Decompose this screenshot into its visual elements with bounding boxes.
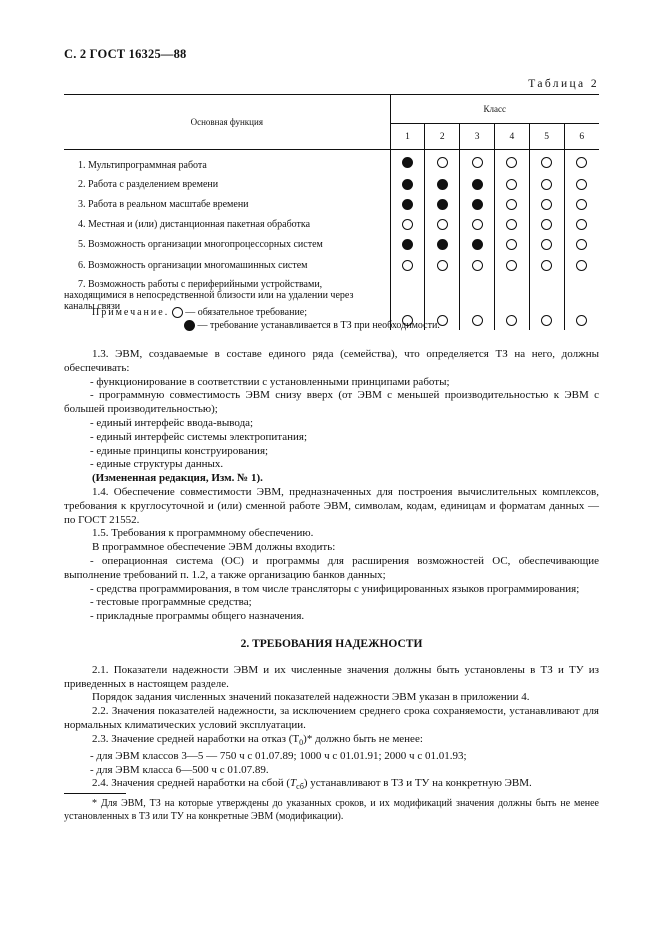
function-label: 2. Работа с разделением времени	[78, 178, 219, 190]
empty-circle-icon	[541, 239, 552, 250]
empty-circle-icon	[541, 219, 552, 230]
table-row	[64, 150, 599, 175]
class-mark-cell	[494, 194, 529, 214]
function-label: 3. Работа в реальном масштабе времени	[78, 198, 249, 210]
class-number-header: 6	[564, 124, 599, 150]
table-row	[64, 174, 599, 194]
list-item: - прикладные программы общего назначения.	[90, 610, 305, 623]
class-mark-cell	[460, 275, 495, 330]
class-number-header: 3	[460, 124, 495, 150]
class-mark-cell	[529, 174, 564, 194]
empty-circle-icon	[541, 315, 552, 326]
table-note	[92, 307, 307, 318]
empty-circle-icon	[576, 199, 587, 210]
class-mark-cell	[564, 235, 599, 255]
empty-circle-icon	[506, 199, 517, 210]
list-item: - для ЭВМ класса 6—500 ч с 01.07.89.	[90, 763, 269, 776]
filled-circle-icon	[402, 157, 413, 168]
list-item: - программную совместимость ЭВМ снизу вверх (от ЭВМ с меньшей производительностью к ЭВМ с большей производительностью);	[64, 389, 599, 416]
empty-circle-icon	[402, 260, 413, 271]
empty-circle-icon	[506, 260, 517, 271]
empty-circle-icon	[402, 219, 413, 230]
filled-circle-icon	[437, 179, 448, 190]
class-mark-cell	[564, 150, 599, 175]
empty-circle-icon	[576, 157, 587, 168]
class-mark-cell	[529, 255, 564, 275]
list-item: - единые структуры данных.	[90, 458, 224, 471]
class-number-header: 2	[425, 124, 460, 150]
class-mark-cell	[529, 235, 564, 255]
class-mark-cell	[460, 194, 495, 214]
class-mark-cell	[494, 235, 529, 255]
body-text	[64, 348, 599, 794]
table-row	[64, 215, 599, 235]
section-title: 2. ТРЕБОВАНИЯ НАДЕЖНОСТИ	[240, 637, 423, 650]
class-mark-cell	[425, 215, 460, 235]
empty-circle-icon	[506, 315, 517, 326]
page-header: С. 2 ГОСТ 16325—88	[64, 47, 187, 61]
class-mark-cell	[460, 215, 495, 235]
empty-circle-icon	[506, 157, 517, 168]
class-mark-cell	[425, 150, 460, 175]
para-2-1: 2.1. Показатели надежности ЭВМ и их численные значения должны быть установлены в ТЗ и ТУ из приведенных в настоящем разделе.	[64, 663, 599, 690]
class-mark-cell	[494, 174, 529, 194]
class-mark-cell	[425, 255, 460, 275]
class-number-header: 1	[390, 124, 425, 150]
list-item: - единый интерфейс системы электропитания;	[90, 430, 308, 443]
class-mark-cell	[425, 174, 460, 194]
filled-circle-icon	[402, 199, 413, 210]
table-row	[64, 194, 599, 214]
table-row	[64, 255, 599, 275]
footnote-divider	[64, 793, 126, 794]
class-mark-cell	[494, 255, 529, 275]
empty-circle-icon	[541, 179, 552, 190]
filled-circle-icon	[184, 320, 195, 331]
empty-circle-icon	[472, 219, 483, 230]
class-mark-cell	[390, 235, 425, 255]
empty-circle-icon	[576, 219, 587, 230]
class-mark-cell	[460, 174, 495, 194]
para-2-1-order: Порядок задания численных значений показателей надежности ЭВМ указан в приложении 4.	[92, 691, 530, 704]
class-mark-cell	[460, 235, 495, 255]
class-mark-cell	[494, 275, 529, 330]
empty-circle-icon	[506, 179, 517, 190]
note-empty-text: — обязательное требование;	[185, 307, 308, 318]
empty-circle-icon	[437, 219, 448, 230]
para-1-5: 1.5. Требования к программному обеспечению.	[92, 527, 314, 540]
empty-circle-icon	[472, 157, 483, 168]
class-mark-cell	[529, 194, 564, 214]
filled-circle-icon	[437, 199, 448, 210]
filled-circle-icon	[472, 179, 483, 190]
empty-circle-icon	[506, 239, 517, 250]
list-item: - средства программирования, в том числе трансляторы с унифицированных языков программирования;	[90, 582, 580, 595]
list-item: - для ЭВМ классов 3—5 — 750 ч с 01.07.89; 1000 ч с 01.01.91; 2000 ч с 01.01.93;	[90, 749, 467, 762]
empty-circle-icon	[437, 157, 448, 168]
class-mark-cell	[494, 215, 529, 235]
filled-circle-icon	[402, 179, 413, 190]
empty-circle-icon	[437, 260, 448, 271]
table-row	[64, 235, 599, 255]
function-label: 4. Местная и (или) дистанционная пакетная обработка	[78, 219, 311, 231]
function-label: 5. Возможность организации многопроцессорных систем	[78, 239, 323, 251]
empty-circle-icon	[541, 199, 552, 210]
class-mark-cell	[564, 174, 599, 194]
empty-circle-icon	[472, 315, 483, 326]
class-mark-cell	[460, 255, 495, 275]
class-number-header: 4	[494, 124, 529, 150]
list-item: - единый интерфейс ввода-вывода;	[90, 416, 254, 429]
class-mark-cell	[529, 215, 564, 235]
para-1-5-intro: В программное обеспечение ЭВМ должны входить:	[92, 541, 336, 554]
list-item: - единые принципы конструирования;	[90, 444, 269, 457]
class-mark-cell	[390, 215, 425, 235]
para-2-4: 2.4. Значения средней наработки на сбой $(T_{сб})$ устанавливают в ТЗ и ТУ на конкретную ЭВМ.	[92, 777, 532, 792]
function-label: 6. Возможность организации многомашинных систем	[78, 259, 308, 271]
class-mark-cell	[564, 194, 599, 214]
empty-circle-icon	[172, 307, 183, 318]
class-mark-cell	[390, 255, 425, 275]
class-mark-cell	[390, 174, 425, 194]
empty-circle-icon	[576, 315, 587, 326]
para-2-2: 2.2. Значения показателей надежности, за исключением среднего срока сохраняемости, устанавливают для нормальных климатических условий эксплуатации.	[64, 705, 599, 731]
table-note-second	[184, 320, 440, 331]
note-label: Примечание.	[92, 307, 170, 318]
class-mark-cell	[529, 150, 564, 175]
class-mark-cell	[460, 150, 495, 175]
class-mark-cell	[494, 150, 529, 175]
functions-table	[64, 94, 599, 330]
amendment-note: (Измененная редакция, Изм. № 1).	[92, 472, 263, 485]
filled-circle-icon	[437, 239, 448, 250]
class-mark-cell	[390, 150, 425, 175]
empty-circle-icon	[576, 260, 587, 271]
filled-circle-icon	[402, 239, 413, 250]
class-mark-cell	[425, 235, 460, 255]
class-mark-cell	[529, 275, 564, 330]
class-number-header: 5	[529, 124, 564, 150]
list-item: - операционная система (ОС) и программы для расширения возможностей ОС, обеспечивающие выполнение требований п. 1.2, а также организацию банков данных;	[64, 554, 599, 581]
empty-circle-icon	[541, 157, 552, 168]
footnote: * Для ЭВМ, ТЗ на которые утверждены до указанных сроков, и их модификаций значения должны быть не менее установленных в ТЗ или ТУ на конкретные ЭВМ (модификации).	[64, 798, 599, 822]
function-label: 7. Возможность работы с периферийными устройствами, находящимися в непосредственной близости или на удалении через каналы связи	[64, 279, 354, 313]
empty-circle-icon	[576, 179, 587, 190]
filled-circle-icon	[472, 199, 483, 210]
class-mark-cell	[564, 215, 599, 235]
empty-circle-icon	[541, 260, 552, 271]
empty-circle-icon	[506, 219, 517, 230]
class-mark-cell	[390, 194, 425, 214]
list-item: - функционирование в соответствии с установленными принципами работы;	[90, 375, 450, 388]
note-filled-text: — требование устанавливается в ТЗ при необходимости.	[197, 320, 440, 331]
filled-circle-icon	[472, 239, 483, 250]
list-item: - тестовые программные средства;	[90, 596, 252, 609]
para-1-3: 1.3. ЭВМ, создаваемые в составе единого ряда (семейства), что определяется ТЗ на него, должны обеспечивать:	[64, 348, 599, 374]
class-mark-cell	[564, 255, 599, 275]
empty-circle-icon	[472, 260, 483, 271]
table-caption: Таблица 2	[528, 78, 599, 90]
column-header-function: Основная функция	[64, 95, 390, 150]
class-mark-cell	[564, 275, 599, 330]
para-2-3: 2.3. Значение средней наработки на отказ $(Т_0)*$ должно быть не менее:	[92, 732, 423, 747]
empty-circle-icon	[576, 239, 587, 250]
para-1-4: 1.4. Обеспечение совместимости ЭВМ, предназначенных для построения вычислительных комплексов, требования к круглосуточной и (или) сменной работе ЭВМ, символам, кодам, единицам и форматам данных — по ГОСТ 21552.	[64, 485, 599, 526]
column-header-class: Класс	[390, 95, 599, 124]
function-label: 1. Мультипрограммная работа	[78, 159, 207, 171]
class-mark-cell	[425, 194, 460, 214]
